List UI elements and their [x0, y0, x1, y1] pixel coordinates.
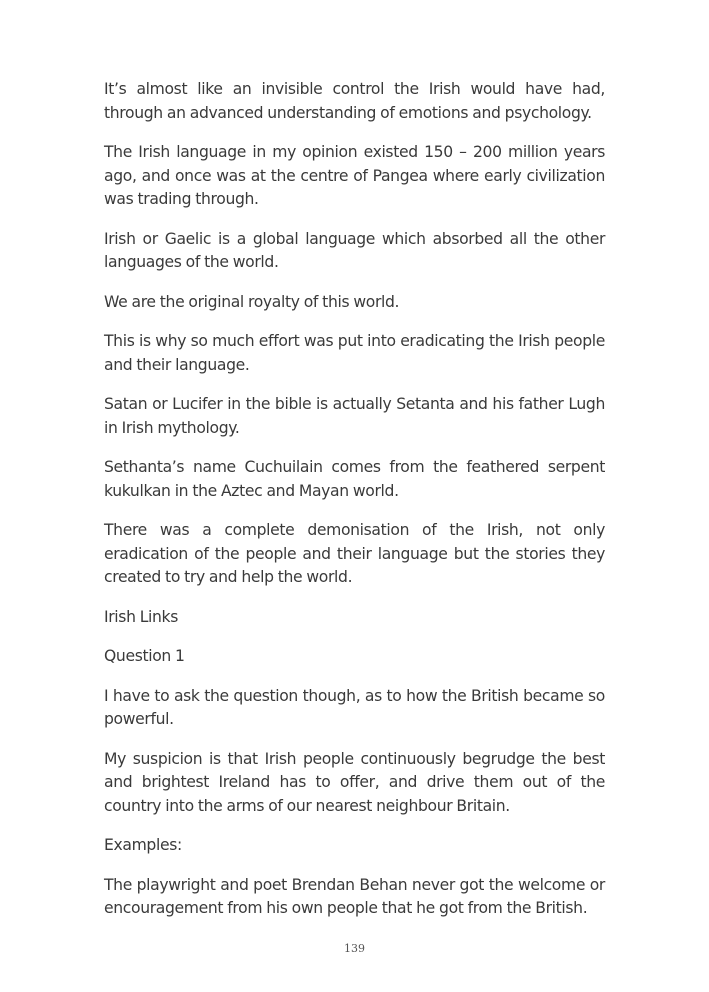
paragraph: There was a complete demonisation of the Irish, not only eradication of the people and their language but the stories they created to try and help the world. — [104, 521, 605, 586]
section-heading: Irish Links — [104, 607, 179, 626]
paragraph: Satan or Lucifer in the bible is actually Setanta and his father Lugh in Irish mythology. — [104, 395, 605, 437]
paragraph: I have to ask the question though, as to how the British became so powerful. — [104, 686, 605, 728]
paragraph: The playwright and poet Brendan Behan never got the welcome or encouragement from his own people that he got from the British. — [104, 875, 605, 917]
page-number: 139 — [344, 942, 365, 955]
paragraph: It’s almost like an invisible control the Irish would have had, through an advanced understanding of emotions and psychology. — [104, 80, 605, 122]
examples-label: Examples: — [104, 836, 182, 854]
paragraph: We are the original royalty of this world. — [104, 292, 400, 311]
question-heading: Question 1 — [104, 647, 185, 665]
paragraph: The Irish language in my opinion existed 150 – 200 million years ago, and once was at the centre of Pangea where early civilization was trading through. — [104, 143, 605, 208]
page-body — [104, 78, 605, 937]
paragraph: This is why so much effort was put into eradicating the Irish people and their language. — [104, 332, 605, 374]
paragraph: Irish or Gaelic is a global language which absorbed all the other languages of the world. — [104, 229, 605, 271]
paragraph: Sethanta’s name Cuchuilain comes from the feathered serpent kukulkan in the Aztec and Mayan world. — [104, 458, 605, 500]
paragraph: My suspicion is that Irish people continuously begrudge the best and brightest Ireland has to offer, and drive them out of the country into the arms of our nearest neighbour Britain. — [104, 749, 605, 815]
